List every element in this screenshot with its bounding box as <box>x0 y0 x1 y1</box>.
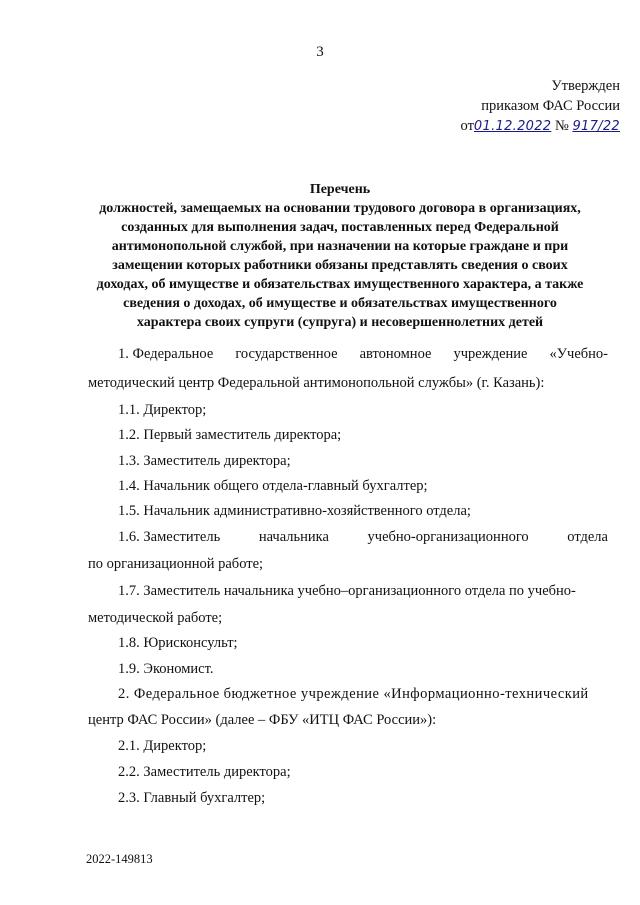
item-1-5: 1.5. Начальник административно-хозяйственного отдела; <box>118 503 471 519</box>
item-1-6-word: отдела <box>567 529 608 545</box>
item-1-6-word: начальника <box>258 529 329 545</box>
title-line: замещении которых работники обязаны представлять сведения о своих <box>112 258 568 273</box>
approval-number-sign: № <box>554 118 569 134</box>
item-1-7-line-1: 1.7. Заместитель начальника учебно–организационного отдела по учебно- <box>118 583 576 599</box>
item-1-word: государственное <box>235 346 338 362</box>
approval-date-handwritten: 01.12.2022 <box>473 119 552 134</box>
item-1-7-line-2: методической работе; <box>88 610 223 626</box>
item-2-2: 2.2. Заместитель директора; <box>118 764 291 780</box>
item-1-word: 1. Федеральное <box>118 346 214 362</box>
approval-line-order: приказом ФАС России <box>481 98 620 114</box>
approval-from-prefix: от <box>460 118 474 134</box>
page-number: 3 <box>316 44 324 60</box>
approval-line-approved: Утвержден <box>551 78 620 94</box>
item-1-6-word: учебно-организационного <box>367 529 529 545</box>
item-2-line-2: центр ФАС России» (далее – ФБУ «ИТЦ ФАС России»): <box>88 712 437 728</box>
item-1-9: 1.9. Экономист. <box>118 661 214 677</box>
title-line: сведения о доходах, об имуществе и обязательствах имущественного <box>123 296 557 311</box>
item-2-3: 2.3. Главный бухгалтер; <box>118 790 266 806</box>
title-line: доходах, об имуществе и обязательствах имущественного характера, а также <box>96 277 584 292</box>
approval-line-date-number <box>440 116 620 137</box>
item-1-4: 1.4. Начальник общего отдела-главный бухгалтер; <box>118 478 428 494</box>
approval-stamp <box>440 76 620 137</box>
item-2-line-1: 2. Федеральное бюджетное учреждение «Информационно-технический <box>118 686 589 702</box>
title-line: должностей, замещаемых на основании трудового договора в организациях, <box>99 201 581 216</box>
item-1-word: учреждение <box>453 346 528 362</box>
title-line: характера своих супруги (супруга) и несовершеннолетних детей <box>136 315 544 330</box>
item-1-6-line-1 <box>118 529 608 546</box>
document-code: 2022-149813 <box>86 852 153 866</box>
item-1-line-2: методический центр Федеральной антимонопольной службы» (г. Казань): <box>88 375 545 391</box>
item-1-6-line-2: по организационной работе; <box>88 556 264 572</box>
item-1-1: 1.1. Директор; <box>118 402 207 418</box>
item-1-line-1 <box>118 346 608 363</box>
item-1-2: 1.2. Первый заместитель директора; <box>118 427 342 443</box>
item-1-8: 1.8. Юрисконсульт; <box>118 635 238 651</box>
approval-number-handwritten: 917/22 <box>572 119 620 134</box>
item-1-3: 1.3. Заместитель директора; <box>118 453 291 469</box>
item-1-6-word: 1.6. Заместитель <box>118 529 221 545</box>
item-2-1: 2.1. Директор; <box>118 738 207 754</box>
title-line: созданных для выполнения задач, поставленных перед Федеральной <box>121 220 559 235</box>
document-title <box>60 180 620 332</box>
item-1-word: автономное <box>359 346 432 362</box>
title-heading: Перечень <box>309 182 371 197</box>
title-line: антимонопольной службой, при назначении на которые граждане и при <box>111 239 569 254</box>
item-1-word: «Учебно- <box>549 346 608 362</box>
